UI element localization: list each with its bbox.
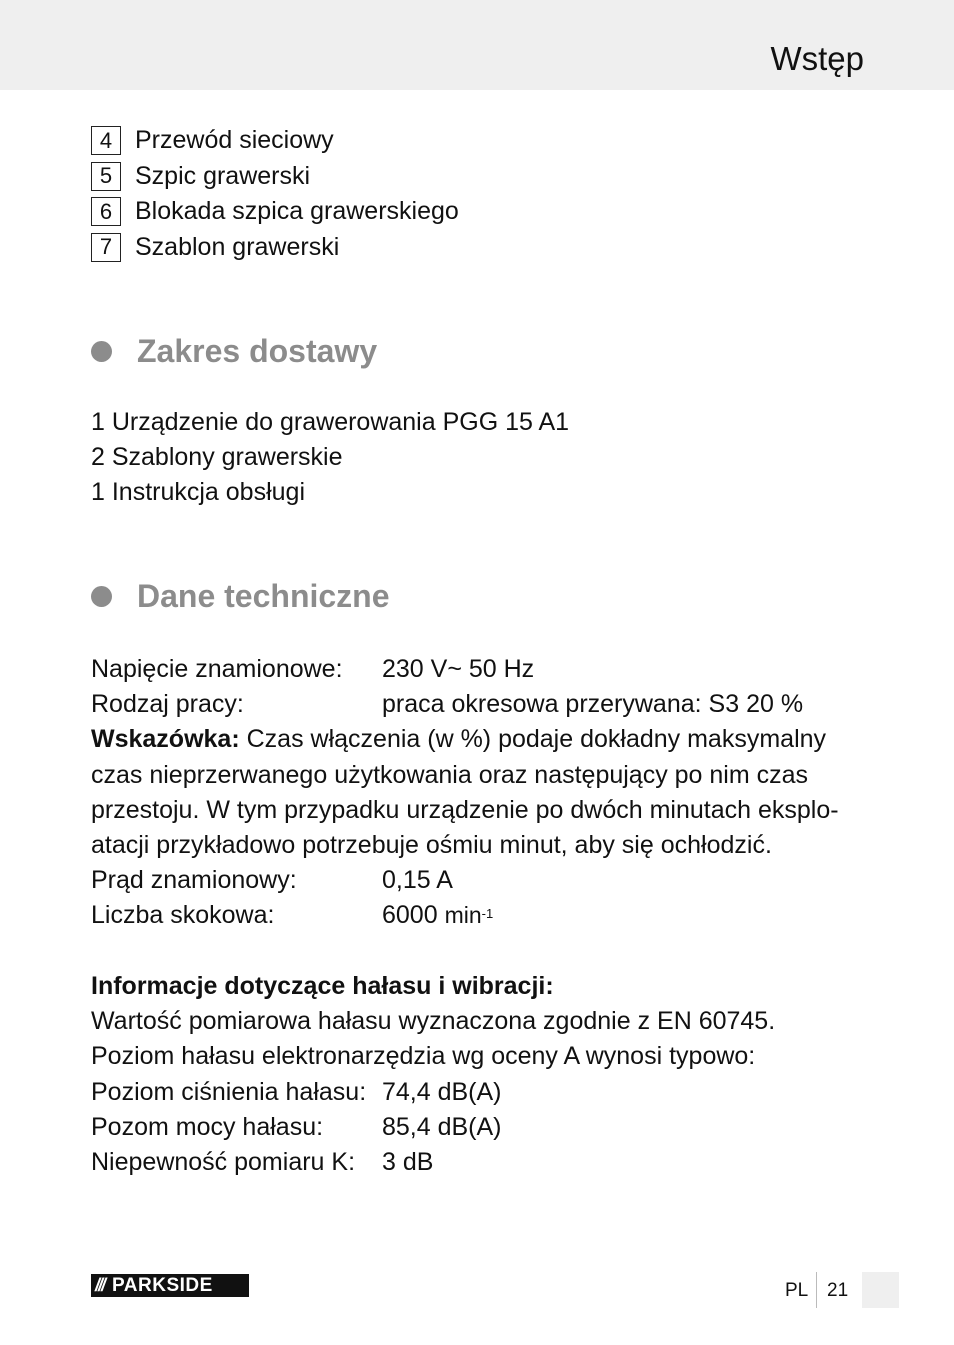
part-number: 7 — [91, 233, 121, 262]
spec-label: Niepewność pomiaru K: — [91, 1148, 356, 1177]
spec-row-voltage — [91, 652, 891, 687]
parts-list — [91, 123, 459, 265]
part-label: Blokada szpica grawerskiego — [135, 197, 459, 226]
section-heading-delivery — [91, 333, 377, 370]
section-title: Zakres dostawy — [137, 333, 378, 369]
spec-value: 85,4 dB(A) — [382, 1112, 502, 1141]
spec-label: Rodzaj pracy: — [91, 690, 244, 719]
spec-label: Pozom mocy hałasu: — [91, 1112, 324, 1141]
logo-slashes: /// — [95, 1275, 105, 1295]
part-label: Szablon grawerski — [135, 232, 340, 261]
spec-label: Liczba skokowa: — [91, 901, 275, 930]
stroke-unit: min — [444, 902, 482, 929]
list-item — [91, 230, 459, 266]
page-title: Wstęp — [770, 40, 864, 77]
note-text: czas nieprzerwanego użytkowania oraz następujący po nim czas — [91, 760, 809, 789]
note-text: przestoju. W tym przypadku urządzenie po dwóch minutach eksplo- — [91, 795, 839, 824]
part-label: Szpic grawerski — [135, 161, 311, 190]
list-item — [91, 159, 459, 195]
spec-value — [382, 898, 493, 933]
section-heading-tech — [91, 578, 390, 615]
tech-specs — [91, 652, 891, 934]
footer-divider — [816, 1272, 817, 1308]
spec-value: 230 V~ 50 Hz — [382, 655, 535, 683]
part-number: 6 — [91, 197, 121, 226]
bullet-icon — [91, 586, 112, 607]
stroke-number: 6000 — [382, 901, 438, 930]
list-item — [91, 123, 459, 159]
spec-value: 3 dB — [382, 1148, 434, 1177]
part-label: Przewód sieciowy — [135, 126, 334, 155]
delivery-item: 2 Szablony grawerskie — [91, 443, 343, 472]
spec-row-pressure — [91, 1075, 891, 1110]
logo-text: PARKSIDE — [112, 1274, 213, 1296]
spec-row-stroke — [91, 898, 891, 933]
bullet-icon — [91, 341, 112, 362]
spec-row-power — [91, 1110, 891, 1145]
spec-row-mode — [91, 687, 891, 722]
page-number: 21 — [827, 1280, 849, 1301]
language-code: PL — [785, 1280, 809, 1301]
delivery-item: 1 Urządzenie do grawerowania PGG 15 A1 — [91, 408, 570, 436]
section-title: Dane techniczne — [137, 578, 390, 614]
spec-row-uncertainty — [91, 1145, 891, 1180]
delivery-item: 1 Instrukcja obsługi — [91, 478, 306, 507]
part-number: 4 — [91, 126, 121, 155]
noise-text: Wartość pomiarowa hałasu wyznaczona zgodnie z EN 60745. — [91, 1007, 776, 1036]
part-number: 5 — [91, 162, 121, 191]
parkside-logo — [91, 1274, 249, 1297]
noise-info — [91, 969, 891, 1180]
spec-label: Poziom ciśnienia hałasu: — [91, 1077, 367, 1106]
spec-row-current — [91, 863, 891, 898]
spec-label: Prąd znamionowy: — [91, 866, 297, 895]
noise-text: Poziom hałasu elektronarzędzia wg oceny A wynosi typowo: — [91, 1042, 756, 1071]
spec-label: Napięcie znamionowe: — [91, 655, 343, 683]
spec-value: 0,15 A — [382, 866, 453, 895]
note-label: Wskazówka: — [91, 725, 240, 754]
noise-heading: Informacje dotyczące hałasu i wibracji: — [91, 972, 554, 1000]
list-item — [91, 194, 459, 230]
note-text: Czas włączenia (w %) podaje dokładny maksymalny — [239, 725, 827, 754]
note-text: atacji przykładowo potrzebuje ośmiu minut, aby się ochłodzić. — [91, 831, 772, 860]
spec-value: 74,4 dB(A) — [382, 1077, 502, 1106]
spec-value: praca okresowa przerywana: S3 20 % — [382, 690, 804, 719]
stroke-exponent: -1 — [481, 906, 494, 922]
footer-tab — [862, 1272, 899, 1308]
note-paragraph — [91, 722, 891, 757]
delivery-list — [91, 405, 891, 511]
